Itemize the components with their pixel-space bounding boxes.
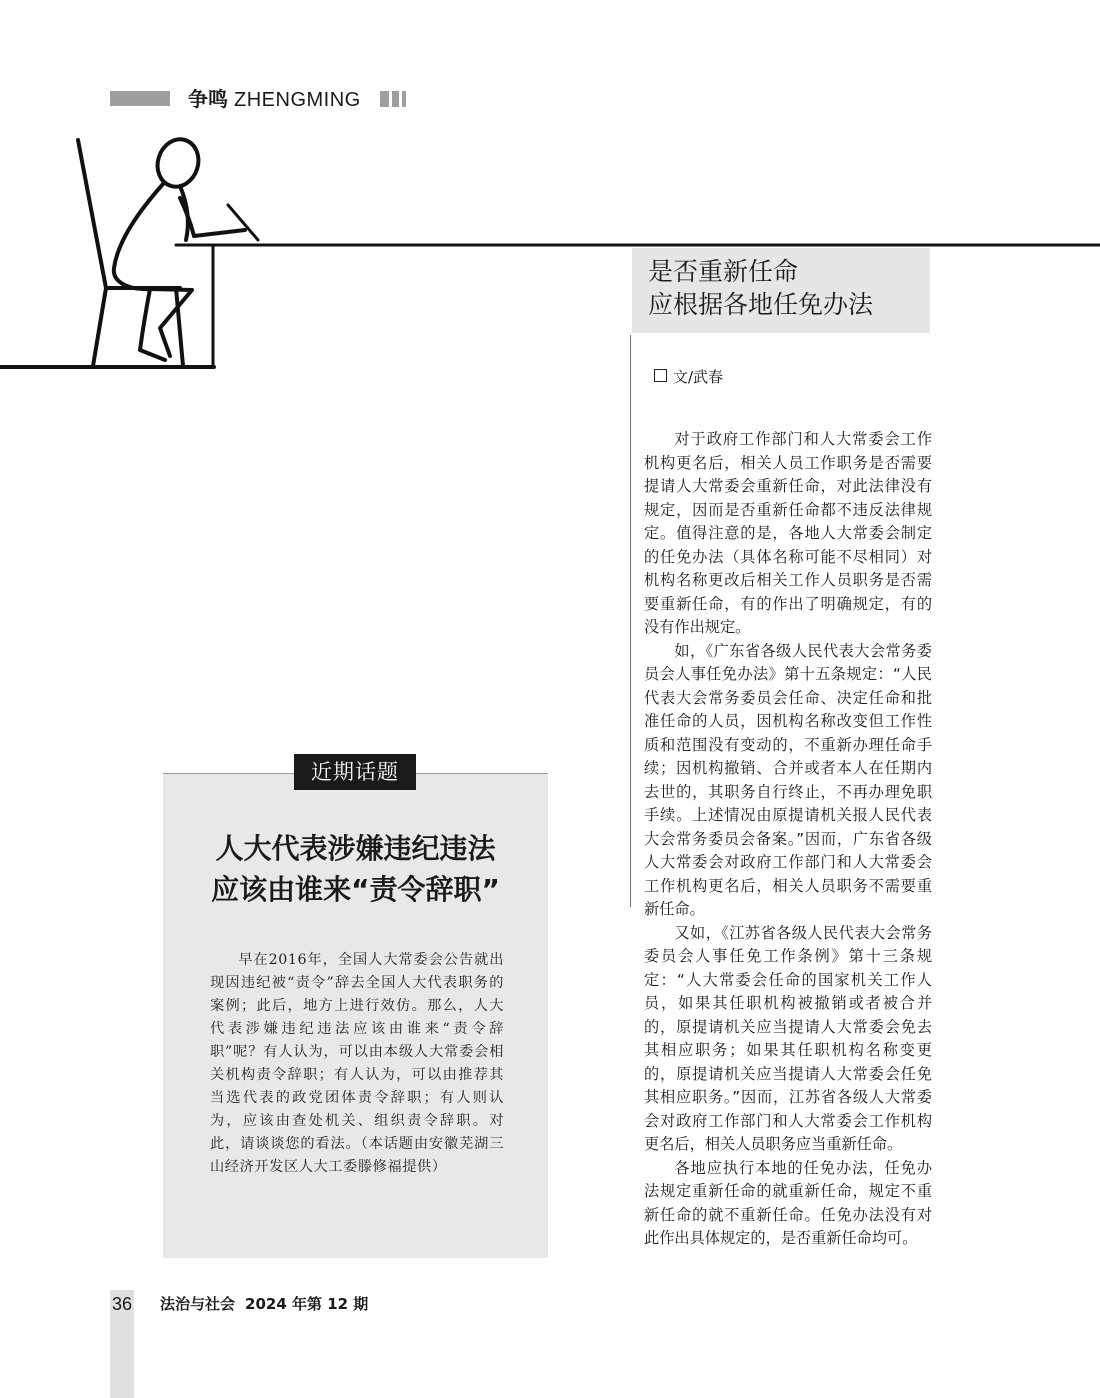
topic-badge: 近期话题 — [294, 754, 416, 790]
journal-issue: 2024 年第 12 期 — [245, 1295, 369, 1313]
journal-name: 法治与社会 — [160, 1295, 236, 1313]
article-paragraph: 对于政府工作部门和人大常委会工作机构更名后，相关人员工作职务是否需要提请人大常委会重新任命，对此法律没有规定，因而是否重新任命都不违反法律规定。值得注意的是，各地人大常委会制定的任免办法（具体名称可能不尽相同）对机构名称更改后相关工作人员职务是否需要重新任命，有的作出了明确规定，有的没有作出规定。 — [644, 430, 932, 636]
article-paragraph: 又如，《江苏省各级人民代表大会常务委员会人事任免工作条例》第十三条规定：“人大常委会任命的国家机关工作人员，如果其任职机构被撤销或者被合并的，原提请机关应当提请人大常委会免去其相应职务；如果其任职机构名称变更的，原提请机关应当提请人大常委会任免其相应职务。”因而，江苏省各级人大常委会对政府工作部门和人大常委会工作机构更名后，相关人员职务应当重新任命。 — [644, 923, 932, 1153]
topic-title-line-1: 人大代表涉嫌违纪违法 — [215, 832, 496, 865]
byline-square-icon — [654, 369, 667, 382]
section-header — [188, 86, 361, 113]
section-name-en: ZHENGMING — [234, 89, 361, 111]
writer-figure-illustration — [0, 130, 1100, 375]
article-body — [644, 428, 932, 1251]
article-title-line-1: 是否重新任命 — [648, 257, 799, 286]
section-name-cn: 争鸣 — [188, 87, 228, 111]
byline — [654, 367, 723, 387]
page-number: 36 — [111, 1294, 133, 1314]
byline-author: 文/武春 — [673, 368, 724, 386]
topic-paragraph: 早在2016年，全国人大常委会公告就出现因违纪被“责令”辞去全国人大代表职务的案例；此后，地方上进行效仿。那么，人大代表涉嫌违纪违法应该由谁来“责令辞职”呢？有人认为，可以由本级人大常委会相关机构责令辞职；有人认为，可以由推荐其当选代表的政党团体责令辞职；有人则认为，应该由查处机关、组织责令辞职。对此，请谈谈您的看法。（本话题由安徽芜湖三山经济开发区人大工委滕修福提供） — [210, 952, 504, 1175]
journal-info — [160, 1294, 368, 1314]
article-title-line-2: 应根据各地任免办法 — [648, 290, 874, 319]
article-paragraph: 各地应执行本地的任免办法，任免办法规定重新任命的就重新任命，规定不重新任命的就不重新任命。任免办法没有对此作出具体规定的，是否重新任命均可。 — [644, 1158, 932, 1247]
article-paragraph: 如，《广东省各级人民代表大会常务委员会人事任免办法》第十五条规定：“人民代表大会常务委员会任命、决定任命和批准任命的人员，因机构名称改变但工作性质和范围没有变动的，不重新办理任命手续；因机构撤销、合并或者本人在任期内去世的，其职务自行终止，不再办理免职手续。上述情况由原提请机关报人民代表大会常务委员会备案。”因而，广东省各级人大常委会对政府工作部门和人大常委会工作机构更名后，相关人员职务不需要重新任命。 — [644, 641, 932, 918]
topic-body — [210, 949, 504, 1179]
header-decor-bar — [110, 91, 170, 106]
topic-title-line-2: 应该由谁来“责令辞职” — [211, 873, 500, 906]
column-divider — [630, 335, 631, 907]
article-title — [648, 255, 928, 321]
topic-title — [163, 828, 548, 910]
header-decor-marks — [380, 91, 410, 107]
